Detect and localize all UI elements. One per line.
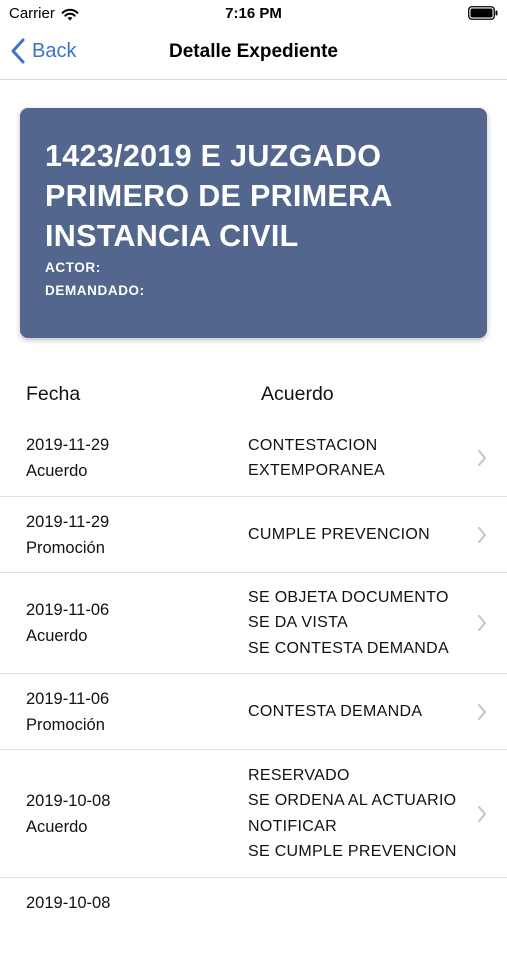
agreement-line: SE OBJETA DOCUMENTO — [248, 588, 449, 606]
column-header-acuerdo: Acuerdo — [261, 383, 334, 405]
item-date: 2019-10-08 — [26, 791, 111, 810]
item-type: Acuerdo — [26, 462, 88, 480]
item-date: 2019-11-06 — [26, 601, 110, 619]
item-date: 2019-11-29 — [26, 436, 110, 454]
agreements-list — [0, 420, 507, 954]
agreement-line: SE DA VISTA — [248, 614, 348, 632]
page-title: Detalle Expediente — [169, 41, 338, 62]
item-date-block — [26, 890, 110, 954]
list-item[interactable] — [0, 878, 507, 954]
case-card — [20, 108, 487, 338]
list-item[interactable] — [0, 750, 507, 878]
item-type: Acuerdo — [26, 817, 88, 836]
column-header-fecha: Fecha — [26, 383, 81, 405]
item-type: Promoción — [26, 715, 105, 734]
item-agreement — [248, 750, 457, 877]
item-agreement — [248, 497, 430, 572]
agreement-line: SE CUMPLE PREVENCION — [248, 843, 457, 860]
agreement-line: CUMPLE PREVENCION — [248, 525, 431, 543]
agreement-line: CONTESTACION — [248, 436, 378, 454]
status-time: 7:16 PM — [225, 5, 282, 22]
item-date-block — [26, 674, 109, 749]
agreement-line: RESERVADO — [248, 766, 350, 784]
agreement-line: SE ORDENA AL ACTUARIO — [248, 792, 457, 809]
item-agreement — [248, 573, 449, 673]
list-item[interactable] — [0, 674, 507, 750]
chevron-right-icon — [477, 449, 487, 467]
chevron-right-icon — [477, 614, 487, 632]
agreement-line: CONTESTA DEMANDA — [248, 702, 423, 720]
back-label: Back — [32, 39, 77, 62]
chevron-right-icon — [477, 805, 487, 823]
demandado-label: DEMANDADO: — [45, 283, 145, 298]
case-title-line-3: INSTANCIA CIVIL — [45, 219, 299, 253]
case-title-line-2: PRIMERO DE PRIMERA — [45, 179, 393, 213]
list-item[interactable] — [0, 573, 507, 674]
item-date: 2019-10-08 — [26, 894, 111, 912]
item-type: Acuerdo — [26, 627, 88, 645]
item-type: Promoción — [26, 538, 105, 557]
actor-label: ACTOR: — [45, 260, 101, 275]
item-agreement — [248, 674, 422, 749]
item-date-block — [26, 420, 109, 496]
carrier-label: Carrier — [9, 5, 55, 22]
item-date-block — [26, 750, 110, 877]
navigation-bar — [0, 28, 507, 80]
battery-icon — [468, 6, 498, 20]
list-item[interactable] — [0, 420, 507, 497]
chevron-right-icon — [477, 526, 487, 544]
list-item[interactable] — [0, 497, 507, 573]
agreement-line: EXTEMPORANEA — [248, 462, 385, 479]
item-date: 2019-11-29 — [26, 512, 110, 531]
agreement-line: NOTIFICAR — [248, 817, 337, 835]
status-bar — [0, 0, 507, 28]
case-title-line-1: 1423/2019 E JUZGADO — [45, 139, 382, 173]
item-date: 2019-11-06 — [26, 689, 110, 708]
item-agreement — [248, 420, 385, 496]
item-date-block — [26, 497, 109, 572]
chevron-right-icon — [477, 703, 487, 721]
agreement-line: SE CONTESTA DEMANDA — [248, 639, 449, 657]
list-header — [0, 383, 507, 409]
item-date-block — [26, 573, 109, 673]
